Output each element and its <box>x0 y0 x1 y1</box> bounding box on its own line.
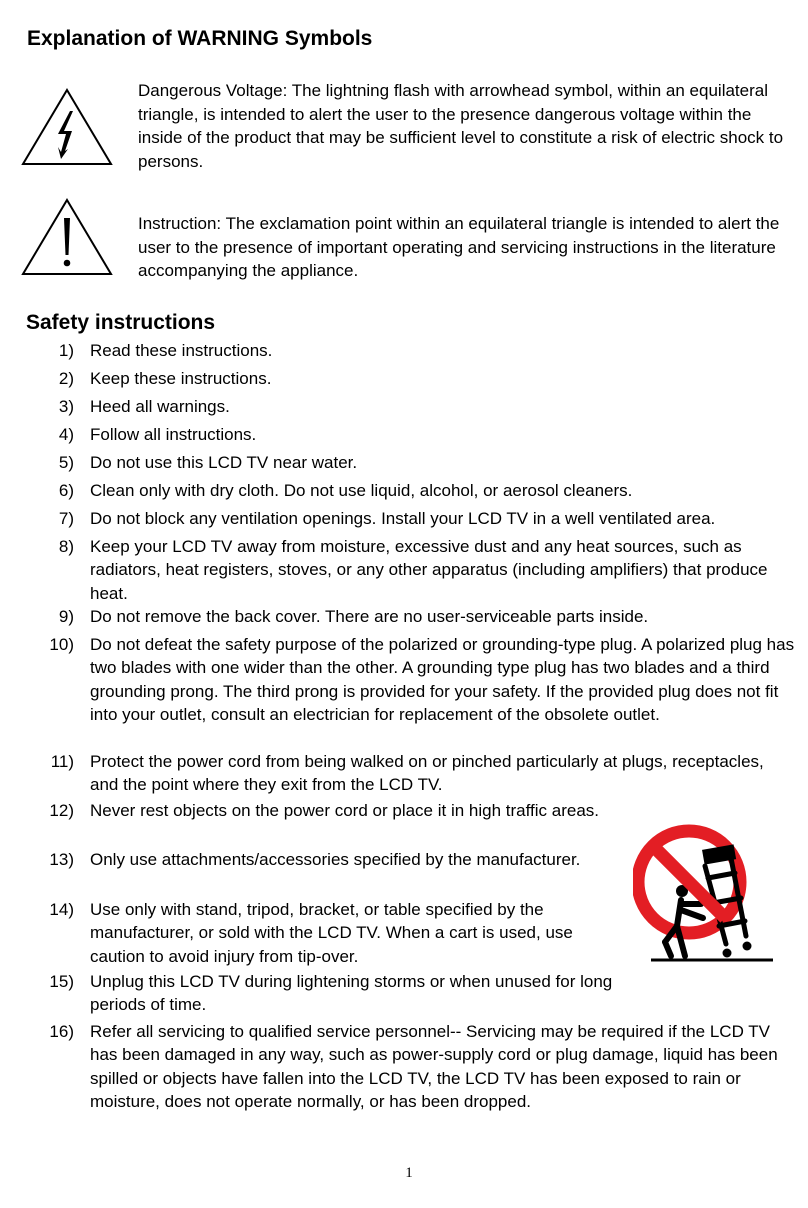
lightning-triangle-icon <box>20 87 114 167</box>
list-text: Refer all servicing to qualified service personnel-- Servicing may be required if the LCD TV has been damaged in any way, such as power-supply cord or plug damage, liquid has been spilled or objects have fallen into the LCD TV, the LCD TV has been exposed to rain or moisture, does not operate normally, or has been dropped. <box>90 1022 778 1112</box>
list-number: 12) <box>49 801 74 820</box>
list-text: Never rest objects on the power cord or place it in high traffic areas. <box>90 801 599 820</box>
list-number: 4) <box>58 425 74 444</box>
list-text: Use only with stand, tripod, bracket, or table specified by the manufacturer, or sold with the LCD TV. When a cart is used, use caution to avoid injury from tip-over. <box>90 900 573 966</box>
list-text: Protect the power cord from being walked on or pinched particularly at plugs, receptacles, and the point where they exit from the LCD TV. <box>90 752 764 795</box>
list-number: 2) <box>58 369 74 388</box>
list-text: Do not defeat the safety purpose of the polarized or grounding-type plug. A polarized plug has two blades with one wider than the other. A grounding type plug has two blades and a third grounding prong. The third prong is provided for your safety. If the provided plug does not fit into your outlet, consult an electrician for replacement of the obsolete outlet. <box>90 635 795 725</box>
list-text: Only use attachments/accessories specified by the manufacturer. <box>90 850 581 869</box>
list-number: 6) <box>58 481 74 500</box>
list-text: Do not block any ventilation openings. Install your LCD TV in a well ventilated area. <box>90 509 716 528</box>
list-text: Do not remove the back cover. There are no user-serviceable parts inside. <box>90 607 649 626</box>
list-text: Keep these instructions. <box>90 369 272 388</box>
warning-symbols-title: Explanation of WARNING Symbols <box>27 27 373 50</box>
list-number: 7) <box>58 509 74 528</box>
list-number: 10) <box>49 635 74 654</box>
page-number: 1 <box>405 1165 413 1181</box>
list-number: 11) <box>50 752 74 771</box>
list-text: Keep your LCD TV away from moisture, excessive dust and any heat sources, such as radiators, heat registers, stoves, or any other apparatus (including amplifiers) that produce heat. <box>90 537 768 603</box>
list-number: 14) <box>49 900 74 919</box>
list-number: 15) <box>49 972 74 991</box>
list-text: Follow all instructions. <box>90 425 257 444</box>
instruction-symbol-text: Instruction: The exclamation point within an equilateral triangle is intended to alert the user to the presence of important operating and servicing instructions in the literature accompanying the appliance. <box>138 214 780 280</box>
safety-instructions-title: Safety instructions <box>26 311 216 334</box>
list-number: 13) <box>49 850 74 869</box>
list-number: 16) <box>49 1022 74 1041</box>
list-text: Heed all warnings. <box>90 397 230 416</box>
list-text: Unplug this LCD TV during lightening storms or when unused for long periods of time. <box>90 972 613 1015</box>
list-number: 9) <box>58 607 74 626</box>
list-text: Do not use this LCD TV near water. <box>90 453 358 472</box>
list-number: 1) <box>58 341 74 360</box>
list-text: Read these instructions. <box>90 341 273 360</box>
list-number: 5) <box>58 453 74 472</box>
list-text: Clean only with dry cloth. Do not use liquid, alcohol, or aerosol cleaners. <box>90 481 633 500</box>
list-number: 3) <box>58 397 74 416</box>
exclamation-triangle-icon <box>20 197 114 277</box>
dangerous-voltage-text: Dangerous Voltage: The lightning flash with arrowhead symbol, within an equilateral triangle, is intended to alert the user to the presence dangerous voltage within the inside of the product that may be sufficient level to constitute a risk of electric shock to persons. <box>138 81 784 171</box>
list-number: 8) <box>58 537 74 556</box>
no-cart-tip-over-icon <box>633 818 773 970</box>
